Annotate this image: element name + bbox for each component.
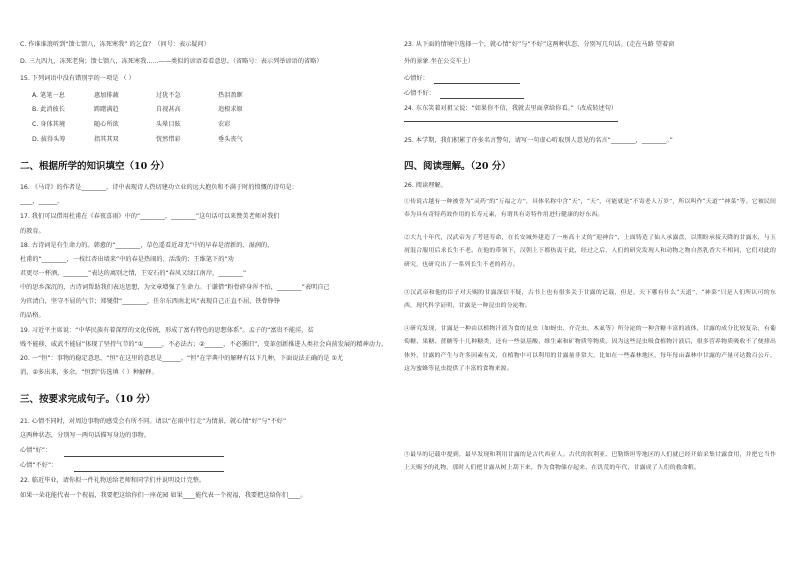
question-line: 消，②多出来，多余。“恒到”仿选填（ ）种解释。 (20, 369, 158, 376)
answer-line-bad-mood[interactable] (74, 471, 224, 472)
reading-paragraph: ⑤最早的记载中提到，最早发现和利用甘露的是古代西亚人。古代的叙利亚、巴勒斯坦等地区的人们就已经开始采集甘露食用，并把它当作上天赐予的礼物，那时人们把甘露从树上刮下来，作为食物储存起来，在饥荒的年代，甘露成了人们的救命粮。 (404, 452, 776, 472)
question-line: ____，______。 (20, 198, 64, 205)
question-line: 如果一朵花能代表一个祝福，我要把这给你们一座花园 如果____能代表一个祝福，我要把这给你们____。 (20, 492, 307, 499)
question-line: 17. 我们可以借用杜甫在《春夜喜雨》中的“________，________”这句话可以来赞美老师对我们 (20, 213, 280, 220)
answer-option[interactable]: 热泪盈眶 (218, 92, 243, 99)
answer-option[interactable]: 随心所欲 (94, 121, 119, 128)
question-line: 15. 下列词语中没有错别字的一项是 （ ） (20, 75, 135, 82)
question-line: 这两种状态，分别写一两句话描写身边的事物。 (20, 432, 150, 439)
question-line: 19. 习近平主席说：“中华民族有着深厚的文化传统，形成了富有特色的思想体系”。孟子的“富贵不能淫，贫 (20, 327, 314, 334)
question-line: 20. 一“恒”：事物的稳定意思。“恒”在这里的意思是______。“恒”在字典中的解释有以下几种，下面说法正确的是 ①尤 (20, 355, 344, 362)
question-line: 的教育。 (20, 228, 45, 235)
question-line: C. 作谁谁浪听到“馈七馈八，冻死寒我” 的乞食？（问号：表示疑问） (20, 41, 210, 48)
question-line: 贱不能移，威武不能屈”体现了坚持气节的“①______，不必法古；②______，不必循旧”，变革创新推进人类社会向前发展的精神动力。 (20, 341, 388, 348)
question-line: 外的景象 坐在公交车上） (404, 58, 475, 65)
question-line: 21. 心情不同时，对周边事物的感受会有所不同。请以“在雨中行走”为情景，就心情“好”与“不好” (20, 418, 287, 425)
answer-option[interactable]: 农彩 (218, 121, 231, 128)
reading-paragraph: ④研究发现，甘露是一种由以植物汁液为食的昆虫（如蚜虫、介壳虫、木虱等）所分泌的一种含糖丰富的液体，甘露的成分比较复杂，有葡萄糖、果糖、蔗糖等十几种糖类，还有一些氨基酸、维生素和矿物质等物质。因为这些昆虫吸食植物汁液后，很多营养物质吸收不了便排出体外，甘露的产生与许多因素有关，在植物中可以利用的甘露量非常大，比如在一些森林地区，每年每亩森林中甘露的产量可达数百公斤，这为蜜蜂等昆虫提供了丰富的食物来源。 (404, 326, 776, 372)
question-line: 君更尽一杯酒，________”表达的离别之情，王安石的“春风又绿江南岸，________” (20, 270, 247, 277)
answer-option[interactable]: B. 此消彼长 (32, 106, 65, 113)
answer-line-bad[interactable] (440, 98, 524, 99)
answer-line-good-mood[interactable] (64, 456, 224, 457)
question-line: 心情“好”： (20, 447, 52, 454)
question-line: 22. 临近毕业，请你拟一件礼物送给老师和同学们并说明设计完整。 (20, 477, 206, 484)
answer-option[interactable]: 指其其双 (94, 136, 119, 143)
question-line: 心情好： (404, 75, 429, 82)
question-line: 心情不好： (404, 90, 435, 97)
answer-option[interactable]: 垂头丧气 (218, 136, 243, 143)
answer-line-indirect-speech[interactable] (404, 121, 618, 122)
reading-paragraph: ③汉武帝和他的臣子对天赐的甘露深信不疑，古书上也有很多关于甘露的记载，但是，天下哪有什么“天道”，“神菜”只是人们所认可的东西，现代科学证明，甘露是一种昆虫的分泌物。 (404, 290, 776, 310)
answer-option[interactable]: 自视甚高 (156, 106, 181, 113)
answer-option[interactable]: 追根求原 (218, 106, 243, 113)
answer-option[interactable]: C. 身体其境 (32, 121, 66, 128)
question-line: 25. 本学期，我们积累了许多名言警句，请写一句虚心听取别人意见的名言“________，________。” (404, 137, 673, 144)
question-line: 为官清白，坚守不屈的气节；郑燮借“________，任尔东西南北风”表现自己正直不屈，铁骨铮铮 (20, 298, 281, 305)
question-line: D. 三九四九，冻死老狗；馈七馈八，冻死寒我……——类似的谚语看看意思。（省略号：表示列举谚语的省略） (20, 58, 323, 65)
answer-option[interactable]: A. 笔笔一息 (32, 92, 65, 99)
answer-option[interactable]: 踌躇满趋 (94, 106, 119, 113)
question-line: 18. 古诗词是有生命力的。韩愈的“________，草色遥看近却无”中的早春是清新的、湿润的， (20, 242, 274, 249)
question-line: 23. 从下面的情境中选择一个，就心情“好”与“不好”这两种状态，分别写几句话。(走在马路 望着窗 (404, 41, 675, 48)
reading-paragraph: ①传说古越有一种被誉为“灵药”的“万福之方”，具体名称中含“天”，“天”，可能就是“不寄老人万岁”，所以叫作“天道”“神菜”等。它被民间奉为具有奇特药效作用的长寿元素，有谓其有奇特作用进行健康的好东西。 (404, 199, 776, 219)
section-heading-3: 三、按要求完成句子。（10 分） (20, 394, 156, 405)
answer-line-good[interactable] (434, 83, 520, 84)
reading-paragraph: ②大九十年代，汉武帝为了考延寿命，在长安城外建造了一座高十丈的“迎神台”，上面铸造了仙人承露盘，以期盼承接天降的甘露水，与玉屑混合服用后求长生不老。在他的带领下，汉朝上下都热衷于此，经过之后，人们的研究发现人和动物之物自然乳香大不相同，它们对此的研究，也研究出了一系列长生不老的药方。 (404, 235, 776, 268)
section-heading-2: 二、根据所学的知识填空（10 分） (20, 161, 170, 172)
question-line: 杜甫的“________，一枝红杏出墙来”中的春是热闹的、活泼的；王维笔下的“劝 (20, 256, 234, 263)
question-line: 的品格。 (20, 312, 45, 319)
question-line: 24. 东东笑着对祖父说：“如果你不信，我就去里面拿给你看。”（改成转述句） (404, 105, 618, 112)
answer-option[interactable]: 过犹不急 (156, 92, 181, 99)
question-line: 中的思乡深沉的，古诗词帮助我们表达思想，为文章增强了生命力。于谦借“粉骨碎身浑不怕，________”表明自己 (20, 284, 330, 291)
answer-option[interactable]: 头晕目眩 (156, 121, 181, 128)
section-heading-4: 四、阅读理解。（20 分） (404, 161, 511, 172)
answer-option[interactable]: 惠加排蔬 (94, 92, 119, 99)
answer-option[interactable]: D. 拔得头筹 (32, 136, 66, 143)
answer-option[interactable]: 恍然惜彩 (156, 136, 181, 143)
question-line: 16. 《马诗》的作者是________，诗中表现诗人热切建功立业的远大抱负和不满于时的愤慨的诗句是： (20, 184, 298, 191)
question-line: 心情“不好”： (20, 462, 58, 469)
reading-label: 26. 阅读理解。 (404, 182, 447, 189)
